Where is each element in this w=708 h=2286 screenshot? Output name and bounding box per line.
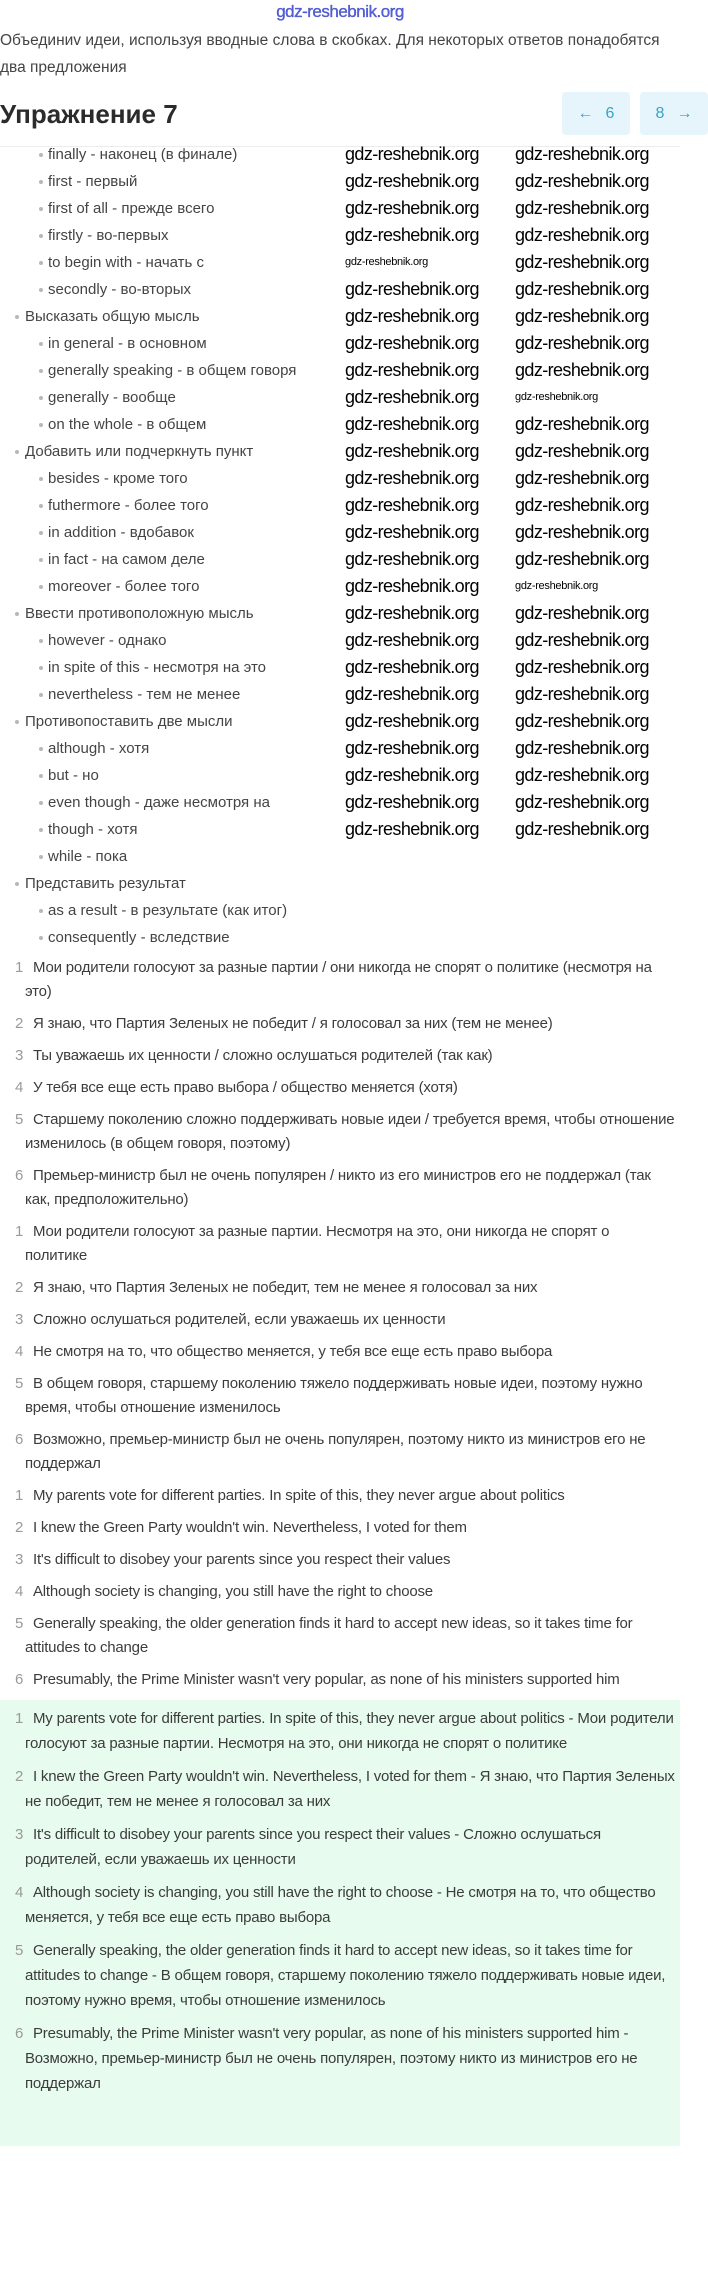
vocab-group-header [0,870,680,897]
bullet-icon [39,774,43,778]
item-text: I knew the Green Party wouldn't win. Nevertheless, I voted for them - Я знаю, что Партия Зеленых не победит, тем не менее я голосовал за них [25,1768,675,1810]
item-number: 3 [15,1311,24,1328]
vocab-text: finally - наконец (в финале) [48,146,238,163]
item-number: 6 [15,1167,24,1184]
bullet-icon [39,936,43,940]
item-text: Мои родители голосуют за разные партии / они никогда не спорят о политике (несмотря на это) [25,959,652,1000]
answer-ru-item [15,1372,675,1420]
task-item [15,1076,675,1100]
watermark: gdz-reshebnik.org [345,522,479,542]
watermark: gdz-reshebnik.org [345,441,479,461]
vocab-text: generally speaking - в общем говоря [48,362,297,379]
arrow-left-icon: ← [577,104,594,122]
watermark: gdz-reshebnik.org [515,657,649,677]
vocab-text: first - первый [48,173,138,190]
bullet-icon [39,234,43,238]
vocab-text: first of all - прежде всего [48,200,215,217]
item-text: Я знаю, что Партия Зеленых не победит, тем не менее я голосовал за них [33,1279,538,1296]
bullet-icon [15,882,19,886]
bullet-icon [39,423,43,427]
answers-english [0,1484,680,1692]
item-text: Presumably, the Prime Minister wasn't very popular, as none of his ministers supported him [33,1671,620,1688]
watermark: gdz-reshebnik.org [515,414,649,434]
item-text: Сложно ослушаться родителей, если уважаешь их ценности [33,1311,446,1328]
item-number: 1 [15,1487,24,1504]
bullet-icon [39,396,43,400]
item-text: Премьер-министр был не очень популярен / никто из его министров его не поддержал (так как, предположительно) [25,1167,651,1208]
vocab-text: Противопоставить две мысли [25,713,233,730]
bullet-icon [39,558,43,562]
vocab-text: consequently - вследствие [48,929,230,946]
watermark: gdz-reshebnik.org [345,468,479,488]
item-text: Не смотря на то, что общество меняется, у тебя все еще есть право выбора [33,1343,553,1360]
watermark: gdz-reshebnik.org [345,684,479,704]
item-number: 4 [15,1079,24,1096]
item-number: 2 [15,1768,24,1785]
vocab-text: in general - в основном [48,335,207,352]
watermark: gdz-reshebnik.org [515,198,649,218]
vocab-text: while - пока [48,848,128,865]
bullet-icon [15,450,19,454]
watermark: gdz-reshebnik.org [515,711,649,731]
vocab-text: moreover - более того [48,578,200,595]
answer-en-item [15,1516,675,1540]
item-text: Возможно, премьер-министр был не очень популярен, поэтому никто из министров его не поддержал [25,1431,646,1472]
answer-ru-item [15,1276,675,1300]
item-number: 3 [15,1047,24,1064]
item-text: Ты уважаешь их ценности / сложно ослушаться родителей (так как) [33,1047,493,1064]
watermark: gdz-reshebnik.org [515,306,649,326]
bullet-icon [39,342,43,346]
item-text: Generally speaking, the older generation finds it hard to accept new ideas, so it takes time for attitudes to change [25,1615,633,1656]
bullet-icon [39,585,43,589]
bullet-icon [15,612,19,616]
vocab-text: though - хотя [48,821,138,838]
watermark: gdz-reshebnik.org [515,391,598,403]
item-text: I knew the Green Party wouldn't win. Nevertheless, I voted for them [33,1519,467,1536]
vocab-text: Добавить или подчеркнуть пункт [25,443,254,460]
watermark: gdz-reshebnik.org [345,387,479,407]
watermark: gdz-reshebnik.org [345,549,479,569]
next-exercise-button[interactable] [640,92,708,135]
vocab-text: in fact - на самом деле [48,551,205,568]
item-number: 1 [15,1710,24,1727]
watermark: gdz-reshebnik.org [345,738,479,758]
bullet-icon [39,369,43,373]
watermark: gdz-reshebnik.org [345,256,428,268]
item-text: Although society is changing, you still have the right to choose - Не смотря на то, что общество меняется, у тебя все еще есть право выбора [25,1884,656,1926]
bullet-icon [39,666,43,670]
vocab-text: but - но [48,767,99,784]
answers-russian [0,1220,680,1476]
vocab-text: in spite of this - несмотря на это [48,659,266,676]
answers-full-panel [0,1700,680,2146]
item-number: 2 [15,1519,24,1536]
answer-en-item [15,1548,675,1572]
vocab-text: besides - кроме того [48,470,188,487]
item-number: 3 [15,1551,24,1568]
watermark: gdz-reshebnik.org [515,580,598,592]
watermark: gdz-reshebnik.org [345,495,479,515]
bullet-icon [39,828,43,832]
exercise-content [0,956,680,2146]
page-title: Упражнение 7 [0,99,178,129]
answer-full-item [15,2021,675,2096]
item-number: 5 [15,1111,24,1128]
bullet-icon [39,909,43,913]
bullet-icon [39,288,43,292]
watermark: gdz-reshebnik.org [345,630,479,650]
item-text: My parents vote for different parties. In spite of this, they never argue about politics [33,1487,565,1504]
bullet-icon [39,801,43,805]
bullet-icon [39,207,43,211]
item-number: 4 [15,1343,24,1360]
vocab-text: in addition - вдобавок [48,524,194,541]
item-text: Although society is changing, you still have the right to choose [33,1583,433,1600]
item-text: It's difficult to disobey your parents since you respect their values [33,1551,451,1568]
exercise-instruction: Объединиv идеи, используя вводные слова в скобках. Для некоторых ответов понадобятся два предложения [0,32,660,76]
prev-exercise-label: 6 [605,104,615,122]
item-text: Generally speaking, the older generation finds it hard to accept new ideas, so it takes time for attitudes to change - В общем говоря, старшему поколению тяжело поддерживать новые идеи, поэтому нужно время, чтобы отношение изменилось [25,1942,666,2009]
answer-en-item [15,1612,675,1660]
watermark: gdz-reshebnik.org [345,711,479,731]
item-text: It's difficult to disobey your parents since you respect their values - Сложно ослушаться родителей, если уважаешь их ценности [25,1826,601,1868]
site-watermark-top: gdz-reshebnik.org [276,2,404,21]
item-text: Мои родители голосуют за разные партии. Несмотря на это, они никогда не спорят о политике [25,1223,610,1264]
watermark: gdz-reshebnik.org [345,819,479,839]
watermark: gdz-reshebnik.org [345,144,479,164]
item-number: 6 [15,1431,24,1448]
watermark: gdz-reshebnik.org [515,252,649,272]
item-number: 5 [15,1942,24,1959]
watermark: gdz-reshebnik.org [345,603,479,623]
item-number: 2 [15,1015,24,1032]
bullet-icon [15,315,19,319]
bullet-icon [39,747,43,751]
watermark: gdz-reshebnik.org [345,225,479,245]
watermark: gdz-reshebnik.org [515,279,649,299]
bullet-icon [39,855,43,859]
answers-full-list [0,1706,680,2096]
bullet-icon [39,180,43,184]
answer-en-item [15,1668,675,1692]
watermark: gdz-reshebnik.org [515,171,649,191]
bullet-icon [39,504,43,508]
watermark: gdz-reshebnik.org [345,333,479,353]
answer-ru-item [15,1340,675,1364]
arrow-right-icon: → [676,104,693,122]
vocab-text: however - однако [48,632,167,649]
watermark: gdz-reshebnik.org [515,441,649,461]
watermark: gdz-reshebnik.org [515,549,649,569]
watermark: gdz-reshebnik.org [515,522,649,542]
next-exercise-label: 8 [655,104,665,122]
bullet-icon [39,261,43,265]
watermark: gdz-reshebnik.org [515,738,649,758]
bullet-icon [39,531,43,535]
item-text: У тебя все еще есть право выбора / общество меняется (хотя) [33,1079,458,1096]
vocab-text: on the whole - в общем [48,416,207,433]
vocab-item [0,897,680,924]
bullet-icon [39,693,43,697]
answer-ru-item [15,1428,675,1476]
vocab-item [0,843,680,870]
answer-full-item [15,1880,675,1930]
answer-full-item [15,1822,675,1872]
vocab-text: as a result - в результате (как итог) [48,902,288,919]
vocab-text: firstly - во-первых [48,227,169,244]
item-number: 6 [15,1671,24,1688]
watermark: gdz-reshebnik.org [515,684,649,704]
watermark: gdz-reshebnik.org [345,414,479,434]
watermark: gdz-reshebnik.org [345,279,479,299]
watermark: gdz-reshebnik.org [515,603,649,623]
vocab-text: secondly - во-вторых [48,281,191,298]
vocab-text: even though - даже несмотря на [48,794,270,811]
item-number: 1 [15,959,24,976]
prev-exercise-button[interactable] [562,92,630,135]
item-text: В общем говоря, старшему поколению тяжело поддерживать новые идеи, поэтому нужно время, чтобы отношение изменилось [25,1375,643,1416]
item-number: 4 [15,1583,24,1600]
task-item [15,1012,675,1036]
task-item [15,1164,675,1212]
item-number: 3 [15,1826,24,1843]
watermark: gdz-reshebnik.org [515,792,649,812]
watermark: gdz-reshebnik.org [345,792,479,812]
watermark: gdz-reshebnik.org [515,468,649,488]
watermark: gdz-reshebnik.org [345,657,479,677]
item-text: Старшему поколению сложно поддерживать новые идеи / требуется время, чтобы отношение изменилось (в общем говоря, поэтому) [25,1111,675,1152]
watermark: gdz-reshebnik.org [515,819,649,839]
watermark: gdz-reshebnik.org [515,360,649,380]
answer-full-item [15,1706,675,1756]
vocab-text: Представить результат [25,875,186,892]
vocab-item [0,924,680,951]
bullet-icon [39,477,43,481]
item-number: 4 [15,1884,24,1901]
vocab-text: generally - вообще [48,389,176,406]
task-item [15,1108,675,1156]
watermark: gdz-reshebnik.org [345,360,479,380]
answer-ru-item [15,1220,675,1268]
item-number: 5 [15,1375,24,1392]
answer-ru-item [15,1308,675,1332]
vocab-text: although - хотя [48,740,150,757]
answer-full-item [15,1764,675,1814]
vocab-text: Ввести противоположную мысль [25,605,254,622]
watermark: gdz-reshebnik.org [345,576,479,596]
watermark: gdz-reshebnik.org [345,198,479,218]
vocab-text: nevertheless - тем не менее [48,686,241,703]
item-number: 1 [15,1223,24,1240]
item-text: Presumably, the Prime Minister wasn't very popular, as none of his ministers supported him - Возможно, премьер-министр был не очень популярен, поэтому никто из министров его не поддержал [25,2025,638,2092]
watermark: gdz-reshebnik.org [515,225,649,245]
item-text: My parents vote for different parties. In spite of this, they never argue about politics - Мои родители голосуют за разные партии. Несмотря на это, они никогда не спорят о политике [25,1710,674,1752]
task-item [15,1044,675,1068]
task-item [15,956,675,1004]
vocab-text: futhermore - более того [48,497,209,514]
item-number: 5 [15,1615,24,1632]
watermark: gdz-reshebnik.org [515,144,649,164]
bullet-icon [39,153,43,157]
watermark: gdz-reshebnik.org [345,306,479,326]
item-text: Я знаю, что Партия Зеленых не победит / я голосовал за них (тем не менее) [33,1015,553,1032]
watermark: gdz-reshebnik.org [345,765,479,785]
item-number: 2 [15,1279,24,1296]
answer-en-item [15,1580,675,1604]
bullet-icon [39,639,43,643]
answer-en-item [15,1484,675,1508]
vocab-text: Высказать общую мысль [25,308,200,325]
watermark: gdz-reshebnik.org [515,333,649,353]
answer-full-item [15,1938,675,2013]
vocab-text: to begin with - начать с [48,254,205,271]
bullet-icon [15,720,19,724]
watermark: gdz-reshebnik.org [515,630,649,650]
task-list [0,956,680,1212]
watermark: gdz-reshebnik.org [345,171,479,191]
watermark: gdz-reshebnik.org [515,495,649,515]
watermark: gdz-reshebnik.org [515,765,649,785]
item-number: 6 [15,2025,24,2042]
